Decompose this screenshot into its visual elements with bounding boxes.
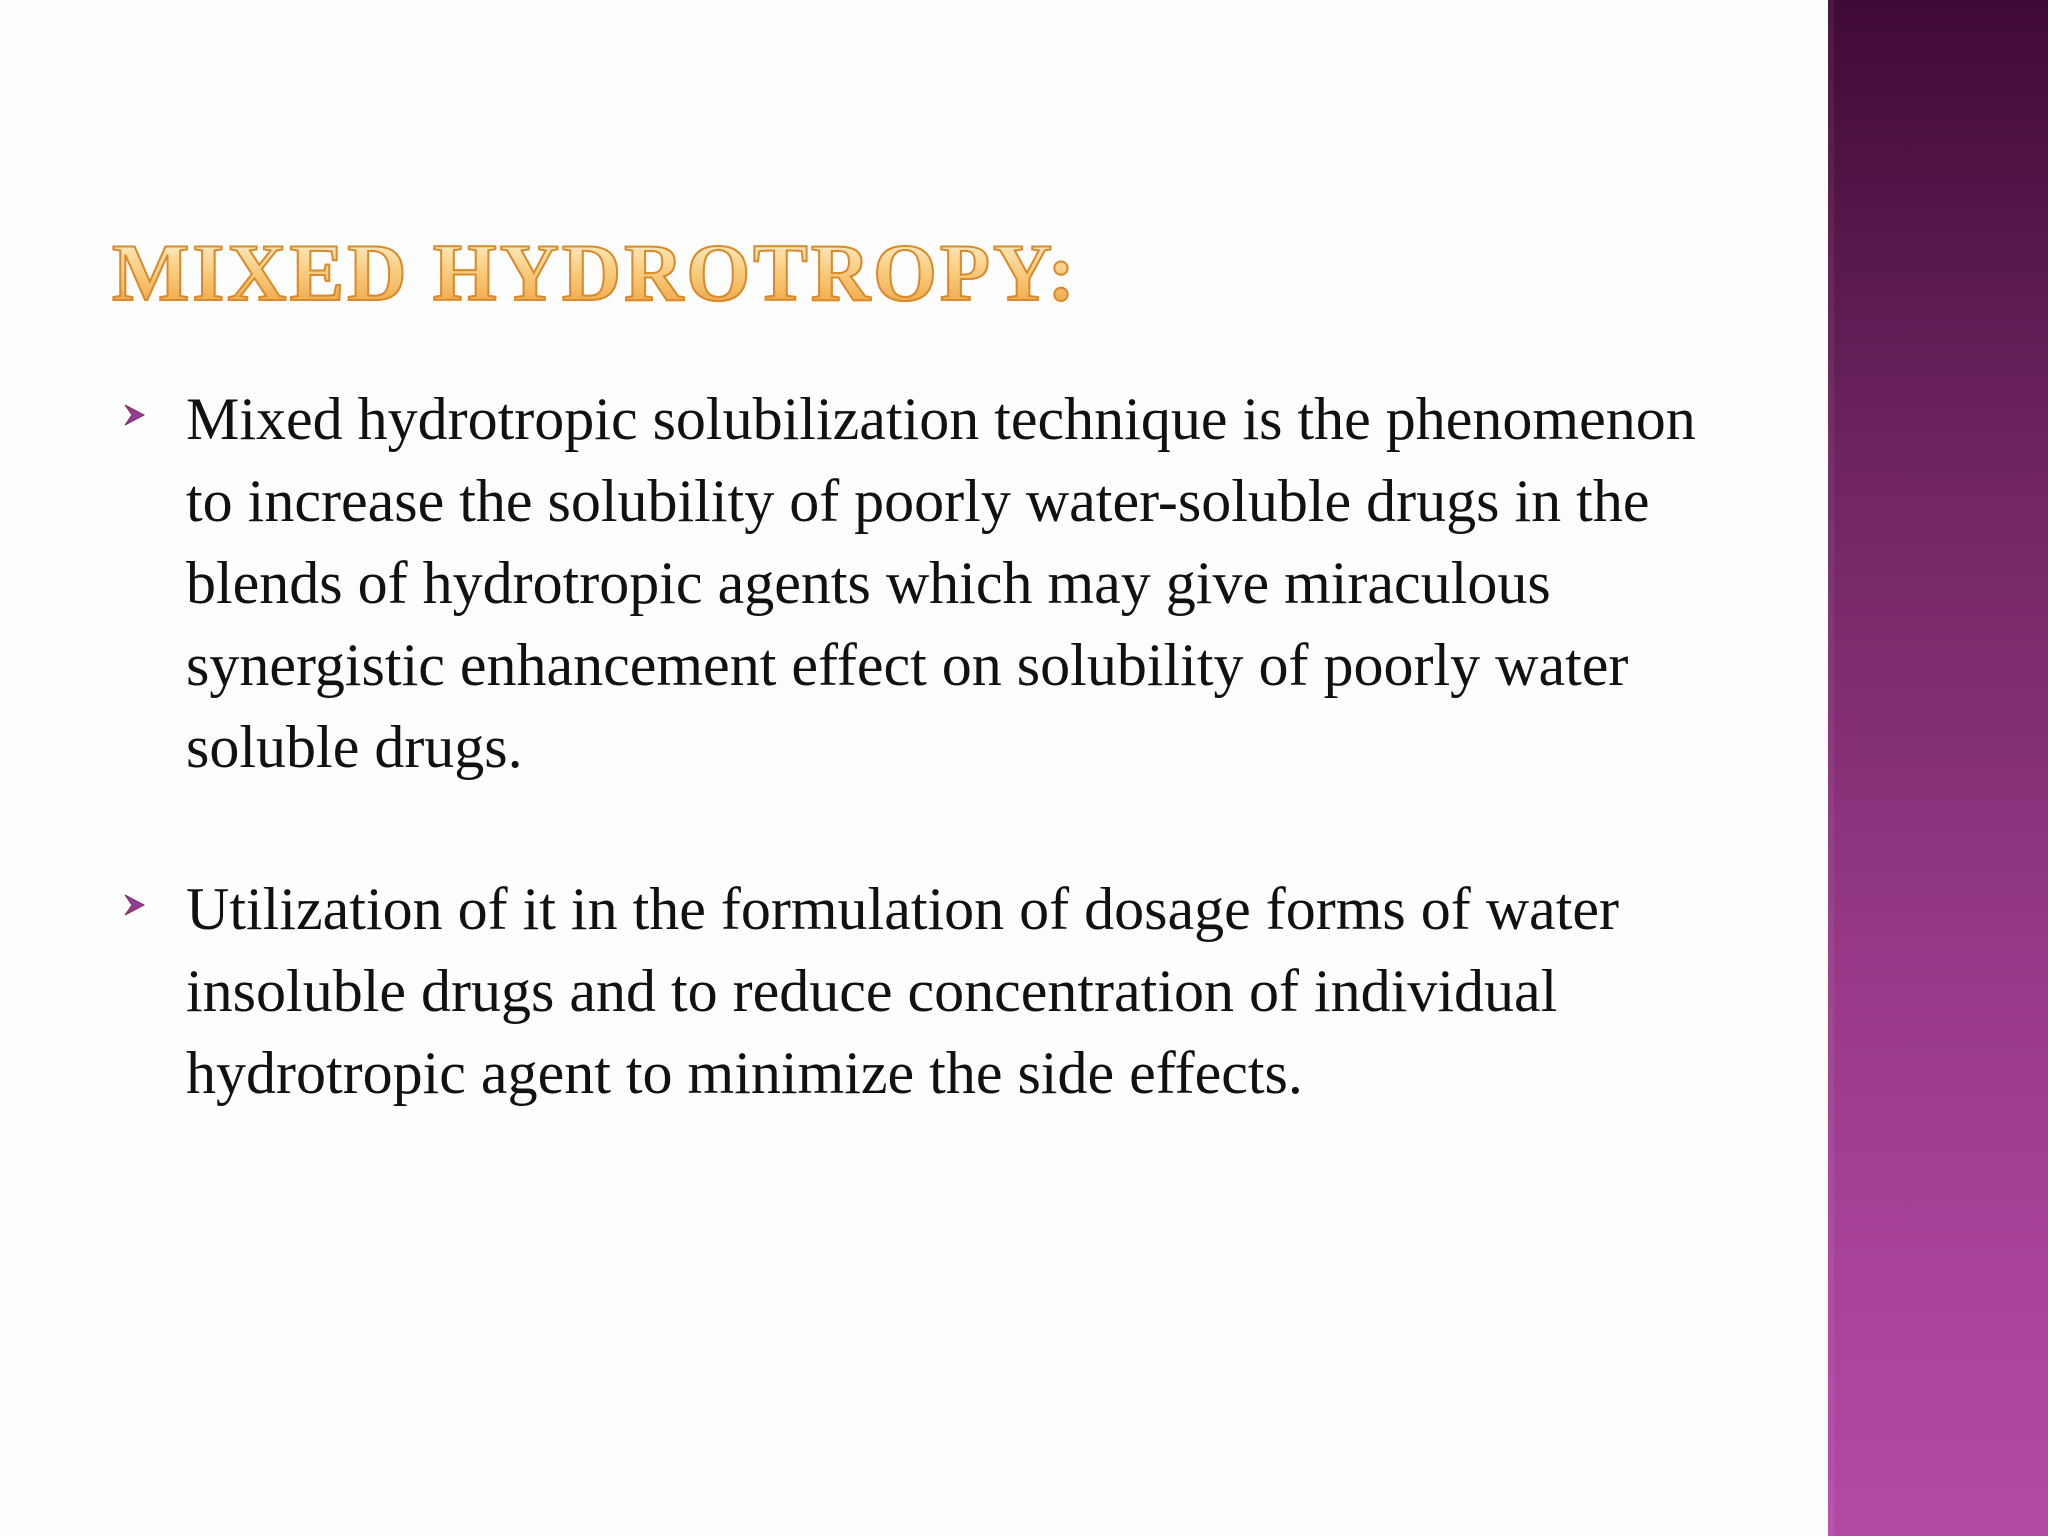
bullet-list [122,378,1722,1194]
slide-title: MIXED HYDROTROPY: [112,227,1078,318]
chevron-right-icon [122,868,186,918]
chevron-right-icon [122,378,186,428]
bullet-item [122,868,1722,1114]
bullet-text: Mixed hydrotropic solubilization technique is the phenomenon to increase the solubility of poorly water-soluble drugs in the blends of hydrotropic agents which may give miraculous synergistic enhancement effect on solubility of poorly water soluble drugs. [186,386,1696,780]
decorative-side-band [1828,0,2048,1536]
bullet-item [122,378,1722,788]
bullet-text: Utilization of it in the formulation of dosage forms of water insoluble drugs and to reduce concentration of individual hydrotropic agent to minimize the side effects. [186,876,1619,1106]
